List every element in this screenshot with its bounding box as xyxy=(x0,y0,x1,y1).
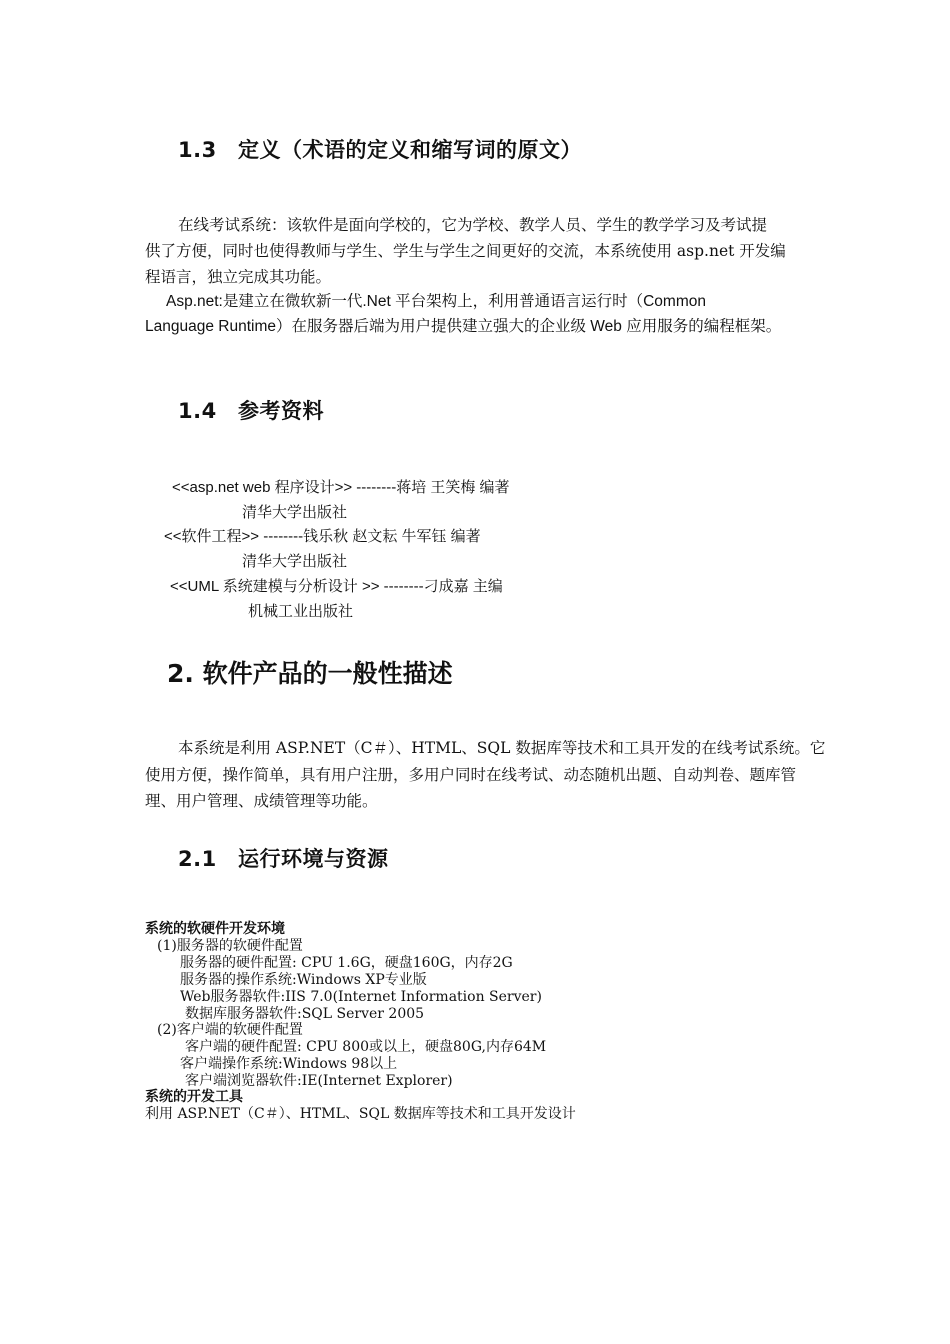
reference-publisher: 清华大学出版社 xyxy=(242,552,348,570)
aspnet-definition-line: Language Runtime）在服务器后端为用户提供建立强大的企业级 Web 应用服务的编程框架。 xyxy=(145,318,782,335)
aspnet-definition-line: Asp.net:是建立在微软新一代.Net 平台架构上，利用普通语言运行时（Common xyxy=(166,293,706,310)
overview-paragraph-line: 本系统是利用 ASP.NET（C＃）、HTML、SQL 数据库等技术和工具开发的在线考试系统。它 xyxy=(178,739,826,757)
section-number: 1.3 xyxy=(178,138,217,162)
client-config-heading: (2)客户端的软硬件配置 xyxy=(157,1022,303,1038)
section-number: 1.4 xyxy=(178,399,217,423)
client-os: 客户端操作系统:Windows 98以上 xyxy=(180,1056,398,1072)
reference-title: <<UML 系统建模与分析设计 >> --------刁成嘉 主编 xyxy=(170,578,503,595)
section-title: 定义（术语的定义和缩写词的原文） xyxy=(238,138,582,162)
server-config-heading: (1)服务器的软硬件配置 xyxy=(157,938,303,954)
server-os: 服务器的操作系统:Windows XP专业版 xyxy=(180,972,427,988)
client-browser: 客户端浏览器软件:IE(Internet Explorer) xyxy=(185,1073,453,1089)
section-2-heading: 2. 软件产品的一般性描述 xyxy=(167,659,453,688)
dev-tools-text: 利用 ASP.NET（C＃）、HTML、SQL 数据库等技术和工具开发设计 xyxy=(145,1106,576,1122)
reference-title: <<asp.net web 程序设计>> --------蒋培 王笑梅 编著 xyxy=(172,479,510,496)
server-hardware: 服务器的硬件配置: CPU 1.6G，硬盘160G，内存2G xyxy=(180,955,513,971)
section-title: 运行环境与资源 xyxy=(238,847,389,871)
section-title: 参考资料 xyxy=(238,399,324,423)
db-server-software: 数据库服务器软件:SQL Server 2005 xyxy=(185,1006,425,1022)
section-2-1-heading xyxy=(178,843,389,873)
definition-paragraph-line: 程语言，独立完成其功能。 xyxy=(145,268,332,286)
reference-title: <<软件工程>> --------钱乐秋 赵文耘 牛军钰 编著 xyxy=(164,528,481,545)
dev-tools-heading: 系统的开发工具 xyxy=(145,1089,243,1105)
reference-publisher: 清华大学出版社 xyxy=(242,503,348,521)
definition-paragraph-line: 在线考试系统：该软件是面向学校的，它为学校、教学人员、学生的教学学习及考试提 xyxy=(178,216,768,234)
client-hardware: 客户端的硬件配置: CPU 800或以上，硬盘80G,内存64M xyxy=(185,1039,547,1055)
definition-paragraph-line: 供了方便，同时也使得教师与学生、学生与学生之间更好的交流，本系统使用 asp.net 开发编 xyxy=(145,242,786,260)
section-number: 2.1 xyxy=(178,847,217,871)
overview-paragraph-line: 使用方便，操作简单，具有用户注册，多用户同时在线考试、动态随机出题、自动判卷、题库管 xyxy=(145,766,797,784)
reference-publisher: 机械工业出版社 xyxy=(248,602,354,620)
section-1-3-heading xyxy=(178,134,582,164)
web-server-software: Web服务器软件:IIS 7.0(Internet Information Server) xyxy=(180,989,542,1005)
env-heading: 系统的软硬件开发环境 xyxy=(145,921,285,937)
overview-paragraph-line: 理、用户管理、成绩管理等功能。 xyxy=(145,792,378,810)
section-1-4-heading xyxy=(178,395,324,425)
